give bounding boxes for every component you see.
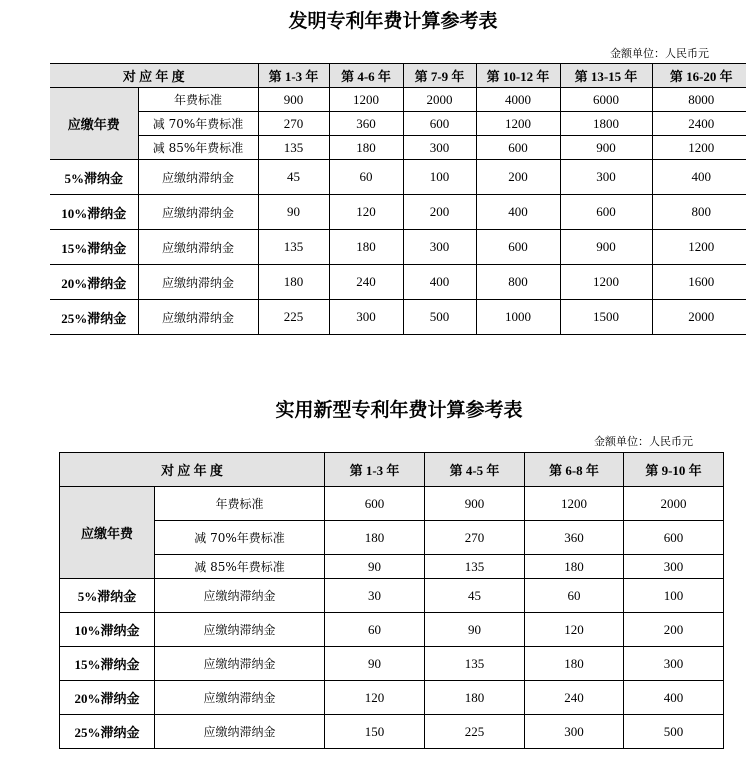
table-cell: 200	[624, 613, 724, 647]
column-header: 第 16-20 年	[652, 64, 746, 88]
table-cell: 1200	[560, 265, 652, 300]
table-cell: 900	[560, 136, 652, 160]
table-cell: 1200	[476, 112, 560, 136]
table-cell: 4000	[476, 88, 560, 112]
table-row	[60, 681, 724, 715]
table-cell: 90	[258, 195, 329, 230]
row-label: 应缴纳滞纳金	[155, 579, 325, 613]
table-cell: 900	[560, 230, 652, 265]
row-label: 应缴纳滞纳金	[138, 230, 258, 265]
table-cell: 270	[258, 112, 329, 136]
table-cell: 500	[403, 300, 476, 335]
table-cell: 225	[425, 715, 525, 749]
table-cell: 90	[425, 613, 525, 647]
table-cell: 800	[476, 265, 560, 300]
table-cell: 360	[329, 112, 403, 136]
table-row	[60, 613, 724, 647]
table-cell: 180	[525, 555, 624, 579]
row-label: 应缴纳滞纳金	[155, 715, 325, 749]
table-cell: 45	[258, 160, 329, 195]
table-cell: 600	[624, 521, 724, 555]
table-cell: 135	[425, 555, 525, 579]
table-cell: 135	[258, 230, 329, 265]
table-cell: 600	[476, 230, 560, 265]
table-cell: 900	[258, 88, 329, 112]
invention-table-title: 发明专利年费计算参考表	[288, 10, 498, 32]
table-cell: 6000	[560, 88, 652, 112]
table-header-row	[60, 453, 724, 487]
table-cell: 135	[425, 647, 525, 681]
table-cell: 60	[325, 613, 425, 647]
late-fee-label: 5%滞纳金	[60, 579, 155, 613]
column-header: 第 4-5 年	[425, 453, 525, 487]
table-cell: 30	[325, 579, 425, 613]
table-cell: 100	[624, 579, 724, 613]
table-cell: 1200	[329, 88, 403, 112]
table-cell: 600	[325, 487, 425, 521]
utility-amount-unit: 金额单位：人民币元	[594, 435, 693, 448]
table-cell: 180	[329, 230, 403, 265]
column-header: 第 6-8 年	[525, 453, 624, 487]
table-cell: 180	[525, 647, 624, 681]
column-header: 第 4-6 年	[329, 64, 403, 88]
table-cell: 2000	[624, 487, 724, 521]
table-cell: 400	[652, 160, 746, 195]
table-cell: 1600	[652, 265, 746, 300]
table-cell: 400	[476, 195, 560, 230]
table-cell: 225	[258, 300, 329, 335]
row-label: 年费标准	[155, 487, 325, 521]
table-cell: 2000	[652, 300, 746, 335]
table-row	[60, 555, 724, 579]
table-cell: 2000	[403, 88, 476, 112]
table-cell: 60	[329, 160, 403, 195]
table-cell: 270	[425, 521, 525, 555]
late-fee-label: 5%滞纳金	[50, 160, 138, 195]
table-cell: 200	[403, 195, 476, 230]
table-row	[60, 647, 724, 681]
row-label: 年费标准	[138, 88, 258, 112]
row-label: 减 85%年费标准	[138, 136, 258, 160]
row-label: 减 70%年费标准	[155, 521, 325, 555]
table-cell: 300	[624, 555, 724, 579]
row-label: 应缴纳滞纳金	[155, 613, 325, 647]
table-row	[50, 112, 746, 136]
column-header: 第 9-10 年	[624, 453, 724, 487]
table-cell: 800	[652, 195, 746, 230]
table-cell: 300	[560, 160, 652, 195]
column-header: 第 1-3 年	[325, 453, 425, 487]
table-header-row	[50, 64, 746, 88]
late-fee-label: 10%滞纳金	[60, 613, 155, 647]
table-cell: 120	[325, 681, 425, 715]
fee-group-label: 应缴年费	[50, 88, 138, 160]
table-cell: 400	[403, 265, 476, 300]
table-cell: 300	[624, 647, 724, 681]
table-cell: 8000	[652, 88, 746, 112]
table-cell: 2400	[652, 112, 746, 136]
table-cell: 300	[403, 136, 476, 160]
column-header: 第 7-9 年	[403, 64, 476, 88]
table-row	[60, 521, 724, 555]
table-cell: 120	[525, 613, 624, 647]
table-cell: 300	[403, 230, 476, 265]
table-cell: 60	[525, 579, 624, 613]
corner-header: 对 应 年 度	[50, 64, 258, 88]
table-cell: 1200	[652, 136, 746, 160]
table-row	[60, 579, 724, 613]
table-row	[50, 195, 746, 230]
column-header: 第 10-12 年	[476, 64, 560, 88]
row-label: 减 85%年费标准	[155, 555, 325, 579]
late-fee-label: 25%滞纳金	[60, 715, 155, 749]
late-fee-label: 10%滞纳金	[50, 195, 138, 230]
late-fee-label: 15%滞纳金	[60, 647, 155, 681]
row-label: 应缴纳滞纳金	[155, 681, 325, 715]
late-fee-label: 15%滞纳金	[50, 230, 138, 265]
table-cell: 120	[329, 195, 403, 230]
column-header: 第 1-3 年	[258, 64, 329, 88]
corner-header: 对 应 年 度	[60, 453, 325, 487]
row-label: 应缴纳滞纳金	[138, 300, 258, 335]
table-cell: 1200	[652, 230, 746, 265]
table-cell: 400	[624, 681, 724, 715]
table-row	[60, 715, 724, 749]
table-cell: 240	[525, 681, 624, 715]
invention-fee-table	[50, 63, 746, 335]
table-row	[50, 300, 746, 335]
table-cell: 600	[403, 112, 476, 136]
table-row	[50, 136, 746, 160]
table-cell: 300	[525, 715, 624, 749]
row-label: 应缴纳滞纳金	[138, 265, 258, 300]
table-row	[50, 160, 746, 195]
late-fee-label: 20%滞纳金	[50, 265, 138, 300]
table-row	[50, 88, 746, 112]
table-cell: 135	[258, 136, 329, 160]
utility-fee-table	[59, 452, 724, 749]
table-cell: 90	[325, 555, 425, 579]
table-cell: 500	[624, 715, 724, 749]
table-cell: 360	[525, 521, 624, 555]
table-cell: 1500	[560, 300, 652, 335]
late-fee-label: 25%滞纳金	[50, 300, 138, 335]
table-cell: 180	[425, 681, 525, 715]
column-header: 第 13-15 年	[560, 64, 652, 88]
table-cell: 600	[476, 136, 560, 160]
row-label: 应缴纳滞纳金	[138, 195, 258, 230]
table-cell: 180	[258, 265, 329, 300]
table-cell: 200	[476, 160, 560, 195]
row-label: 减 70%年费标准	[138, 112, 258, 136]
table-cell: 900	[425, 487, 525, 521]
row-label: 应缴纳滞纳金	[138, 160, 258, 195]
invention-amount-unit: 金额单位：人民币元	[610, 47, 709, 60]
table-cell: 1800	[560, 112, 652, 136]
table-cell: 45	[425, 579, 525, 613]
table-cell: 240	[329, 265, 403, 300]
fee-group-label: 应缴年费	[60, 487, 155, 579]
late-fee-label: 20%滞纳金	[60, 681, 155, 715]
table-cell: 180	[325, 521, 425, 555]
table-cell: 180	[329, 136, 403, 160]
table-cell: 90	[325, 647, 425, 681]
table-row	[60, 487, 724, 521]
table-cell: 600	[560, 195, 652, 230]
table-row	[50, 265, 746, 300]
utility-table-title: 实用新型专利年费计算参考表	[275, 399, 523, 421]
table-cell: 150	[325, 715, 425, 749]
table-cell: 100	[403, 160, 476, 195]
table-cell: 1000	[476, 300, 560, 335]
row-label: 应缴纳滞纳金	[155, 647, 325, 681]
table-row	[50, 230, 746, 265]
table-cell: 300	[329, 300, 403, 335]
table-cell: 1200	[525, 487, 624, 521]
